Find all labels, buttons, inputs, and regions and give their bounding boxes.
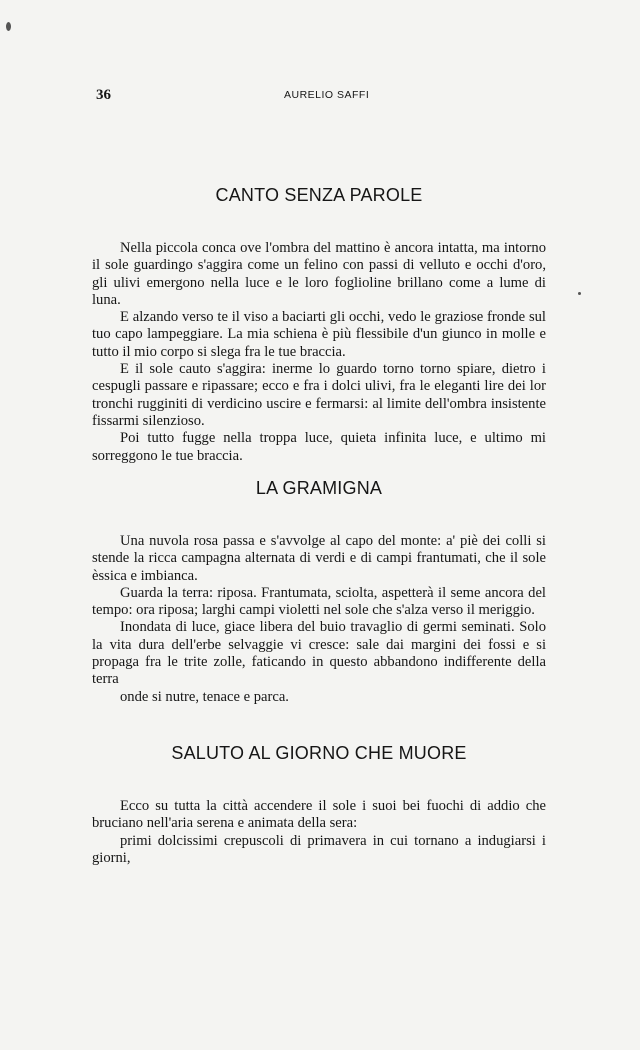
section-body [92,240,546,465]
paragraph: E alzando verso te il viso a baciarti gli occhi, vedo le graziose fronde sul tuo capo lampeggiare. La mia schiena è più flessibile d'un giunco in molle e tutto il mio corpo si slega fra le tue braccia. [92,309,546,360]
section-body [92,798,546,867]
paragraph: Ecco su tutta la città accendere il sole i suoi bei fuochi di addio che bruciano nell'aria serena e animata della sera: [92,798,546,832]
paper-speck [578,292,581,295]
paragraph: Poi tutto fugge nella troppa luce, quieta infinita luce, e ultimo mi sorreggono le tue braccia. [92,430,546,464]
paragraph: Una nuvola rosa passa e s'avvolge al capo del monte: a' piè dei colli si stende la ricca campagna alternata di verdi e di campi frantumati, che il sole èssica e imbianca. [92,533,546,584]
paragraph: Nella piccola conca ove l'ombra del mattino è ancora intatta, ma intorno il sole guardingo s'aggira come un felino con passi di velluto e occhi d'oro, gli ulivi emergono nella luce e le loro foglioline brillano come a lume di luna. [92,240,546,308]
running-head: AURELIO SAFFI [284,89,370,101]
page-header [96,87,546,107]
page-number: 36 [96,87,111,103]
paper-speck [6,22,11,31]
paragraph: onde si nutre, tenace e parca. [120,688,289,705]
paragraph: Inondata di luce, giace libera del buio travaglio di germi seminati. Solo la vita dura dell'erbe selvaggie vi cresce: sale dai margini dei fossi e si propaga fra le trite zolle, faticando in questo abbandono indifferente della terra [92,619,546,688]
section-body [92,533,546,706]
section-title: SALUTO AL GIORNO CHE MUORE [171,743,467,763]
section-title: CANTO SENZA PAROLE [215,185,423,205]
paragraph: E il sole cauto s'aggira: inerme lo guardo torno torno spiare, dietro i cespugli passare e ripassare; ecco e fra i dolci ulivi, fra le eleganti lire dei lor tronchi rugginiti di verdicino uscire e fermarsi: al limite dell'ombra insistente fissarmi silenzioso. [92,361,546,429]
section-canto-senza-parole [92,185,546,465]
section-la-gramigna [92,478,546,706]
section-saluto-al-giorno [92,743,546,867]
section-title: LA GRAMIGNA [255,478,383,498]
paragraph: primi dolcissimi crepuscoli di primavera in cui tornano a indugiarsi i giorni, [92,832,546,866]
paragraph: Guarda la terra: riposa. Frantumata, sciolta, aspetterà il seme ancora del tempo: ora riposa; larghi campi violetti nel sole che s'alza verso il meriggio. [92,584,546,619]
